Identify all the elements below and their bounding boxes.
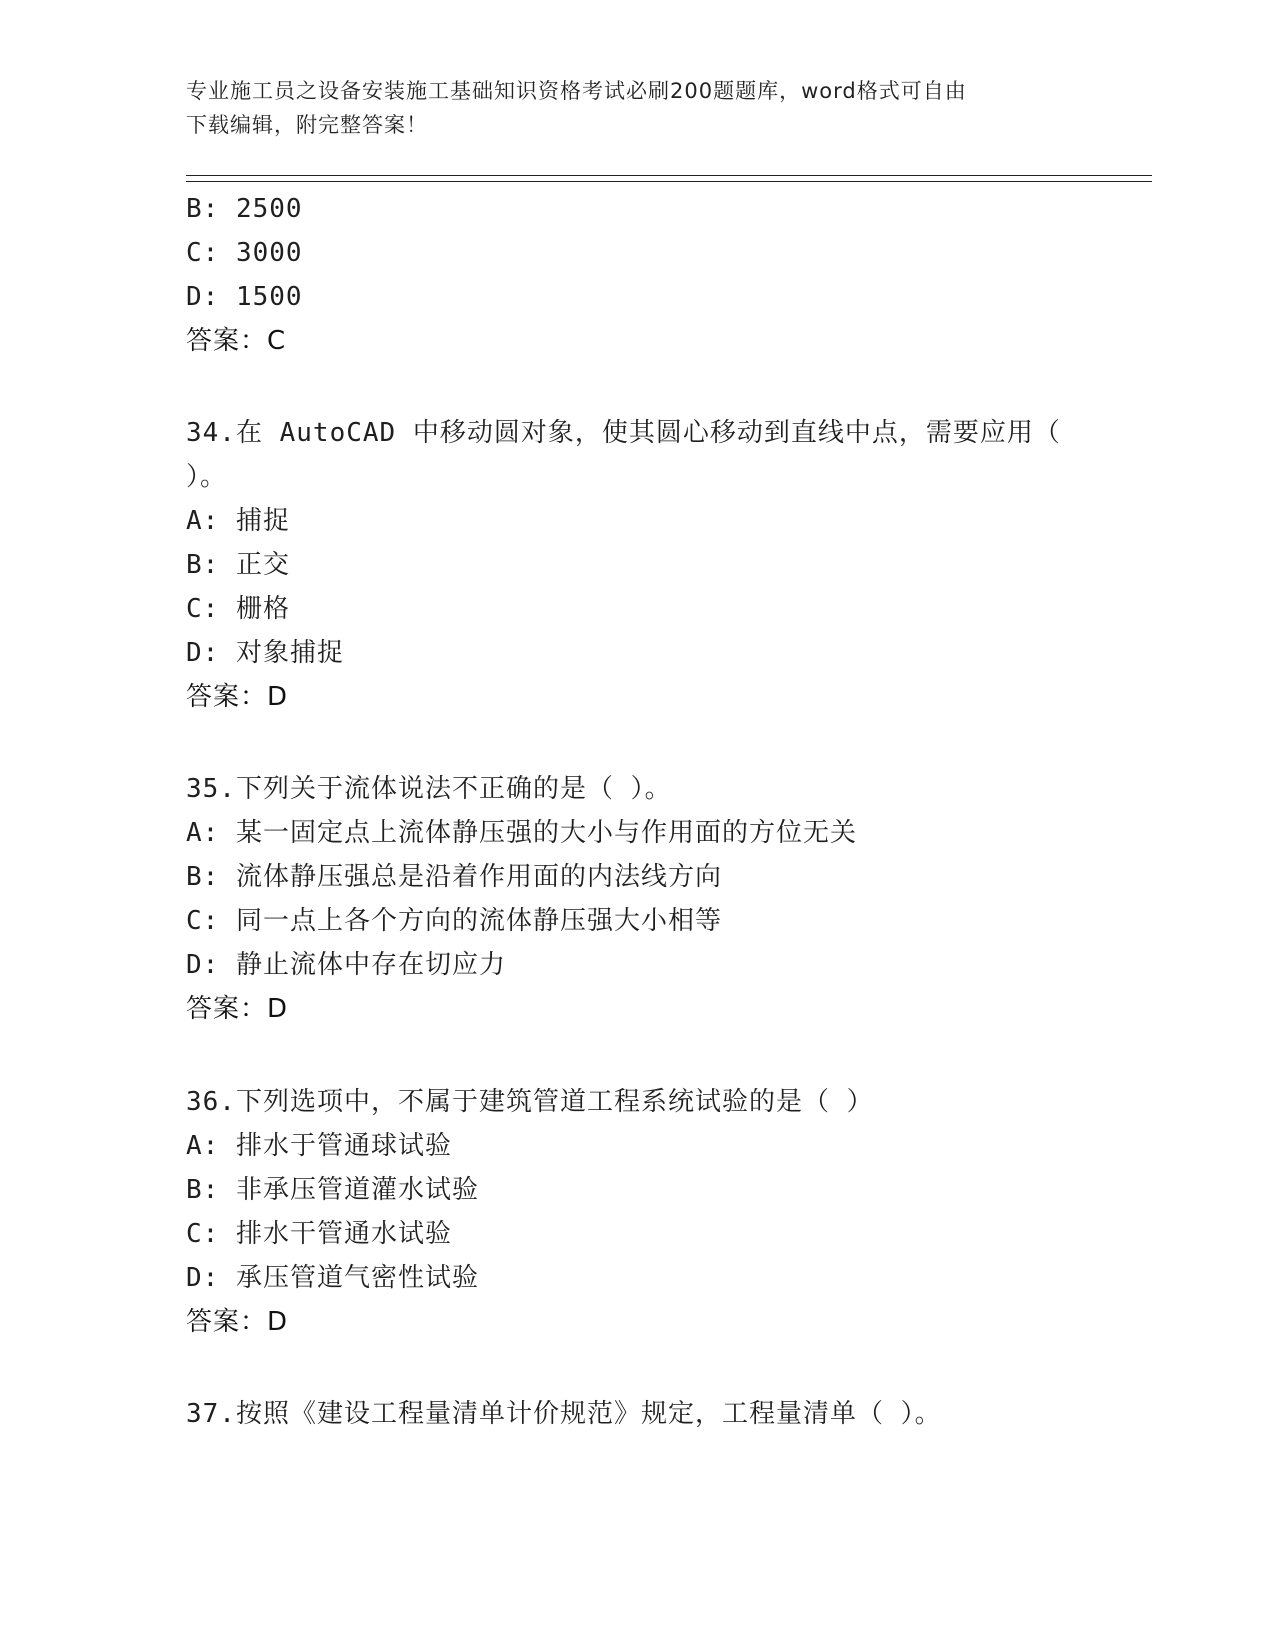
header-rule-bottom	[186, 181, 1152, 182]
q33-option-b: B: 2500	[186, 194, 303, 224]
header-line-2: 下载编辑，附完整答案！	[186, 113, 428, 137]
q36-option-c: C: 排水干管通水试验	[186, 1219, 452, 1249]
q35-option-a: A: 某一固定点上流体静压强的大小与作用面的方位无关	[186, 818, 857, 848]
q34-stem-line-2: ）。	[186, 462, 228, 492]
q33-option-d: D: 1500	[186, 282, 303, 312]
q35-option-d: D: 静止流体中存在切应力	[186, 950, 506, 980]
q36-option-a: A: 排水于管通球试验	[186, 1131, 452, 1161]
q34-option-c: C: 栅格	[186, 594, 290, 624]
q33-option-c: C: 3000	[186, 238, 303, 268]
q34-option-d: D: 对象捕捉	[186, 638, 344, 668]
q36-answer: 答案：D	[186, 1307, 289, 1337]
q35-option-c: C: 同一点上各个方向的流体静压强大小相等	[186, 906, 722, 936]
q34-option-b: B: 正交	[186, 550, 290, 580]
q36-stem: 36.下列选项中，不属于建筑管道工程系统试验的是（ ）	[186, 1087, 874, 1117]
q34-stem-line-1: 34.在 AutoCAD 中移动圆对象，使其圆心移动到直线中点，需要应用（	[186, 418, 1061, 448]
q35-option-b: B: 流体静压强总是沿着作用面的内法线方向	[186, 862, 722, 892]
q36-option-d: D: 承压管道气密性试验	[186, 1263, 479, 1293]
header-rule-top	[186, 175, 1152, 176]
q35-answer: 答案：D	[186, 994, 289, 1024]
q34-answer: 答案：D	[186, 682, 289, 712]
document-header	[186, 74, 1086, 142]
q37-stem: 37.按照《建设工程量清单计价规范》规定，工程量清单（ ）。	[186, 1399, 942, 1429]
q34-option-a: A: 捕捉	[186, 506, 290, 536]
q33-answer: 答案：C	[186, 326, 287, 356]
header-line-1: 专业施工员之设备安装施工基础知识资格考试必刷200题题库，word格式可自由	[186, 79, 967, 103]
q36-option-b: B: 非承压管道灌水试验	[186, 1175, 479, 1205]
q35-stem: 35.下列关于流体说法不正确的是（ ）。	[186, 774, 672, 804]
